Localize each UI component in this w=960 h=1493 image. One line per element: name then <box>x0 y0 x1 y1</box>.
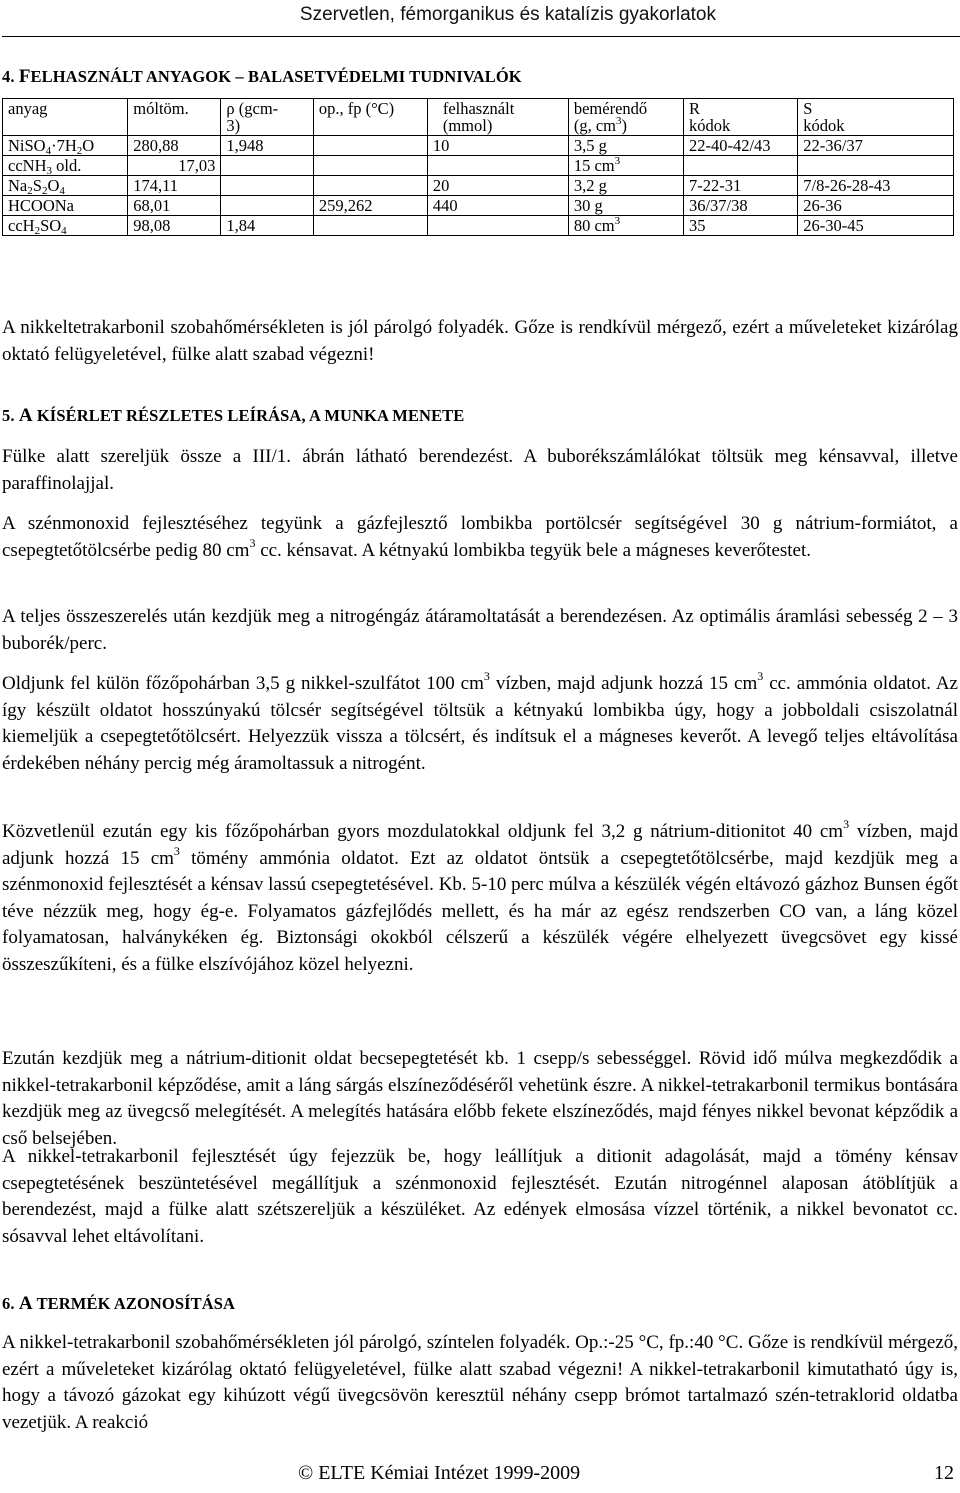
table-cell <box>221 176 313 196</box>
table-cell: 36/37/38 <box>683 196 797 216</box>
substance-cell: $NiSO_4\cdot 7H_2O$ <box>3 136 128 156</box>
table-cell <box>683 156 797 176</box>
header-cell: felhasznált (mmol) <box>427 99 568 136</box>
header-cell: bemérendő (g, $cm^3$) <box>568 99 683 136</box>
table-cell <box>221 196 313 216</box>
paragraph-dithionite: Közvetlenül ezután egy kis főzőpohárban gyors mozdulatokkal oldjunk fel 3,2 g nátrium-ditionitot 40 $cm^3$ vízben, majd adjunk hozzá 15 $cm^3$ tömény ammónia oldatot. Ezt az oldatot öntsük a csepegtetőtölcsérbe, majd kezdjük meg a szénmonoxid fejlesztését a kénsav lassú csepegtetésével. Kb. 5-10 perc múlva a készülék végén eltávozó gázhoz Bunsen égőt téve nézzük meg, hogy ég-e. Folyamatos gázfejlődés mellett, és ha már az egész rendszerben CO van, a láng közel folyamatosan, halványkéken ég. Biztonsági okokból célszerű a készülék végére elhelyezett üvegcsövet egy kissé összeszűkíteni, és a fülke elszívójához közel helyezni. <box>2 817 958 975</box>
paragraph-setup: Fülke alatt szereljük össze a III/1. ábrán látható berendezést. A buborékszámlálókat töltsük meg kénsavval, illetve paraffinolajjal. <box>2 446 958 494</box>
table-cell: 280,88 <box>128 136 221 156</box>
table-cell: 26-30-45 <box>798 216 954 236</box>
header-cell: anyag <box>3 99 128 136</box>
table-cell: 17,03 <box>128 156 221 176</box>
table-cell <box>798 156 954 176</box>
paragraph-co-generation: A szénmonoxid fejlesztéséhez tegyünk a gázfejlesztő lombikba portölcsér segítségével 30 g nátrium-formiátot, a csepegtetőtölcsérbe pedig 80 $cm^3$ cc. kénsavat. A kétnyakú lombikba tegyük bele a mágneses keverőtestet. <box>2 513 958 561</box>
table-cell <box>313 156 427 176</box>
table-cell: 440 <box>427 196 568 216</box>
table-cell: 98,08 <box>128 216 221 236</box>
substance-cell: $Na_2S_2O_4$ <box>3 176 128 196</box>
safety-warning: A nikkeltetrakarbonil szobahőmérsékleten is jól párolgó folyadék. Gőze is rendkívül mérgező, ezért a műveleteket kizárólag oktató felügyeletével, fülke alatt szabad végezni! <box>2 317 958 365</box>
table-cell: 22-36/37 <box>798 136 954 156</box>
table-cell: 1,84 <box>221 216 313 236</box>
chemicals-table <box>2 98 954 236</box>
table-cell: 259,262 <box>313 196 427 216</box>
table-row <box>3 216 954 236</box>
table-cell: 68,01 <box>128 196 221 216</box>
table-row <box>3 176 954 196</box>
header-cell: R kódok <box>683 99 797 136</box>
section-6-heading <box>2 1293 235 1315</box>
header-cell: móltöm. <box>128 99 221 136</box>
section-6-title: TERMÉK AZONOSÍTÁSA <box>32 1294 236 1313</box>
paragraph-carbonyl-formation: Ezután kezdjük meg a nátrium-ditionit oldat becsepegtetését kb. 1 csepp/s sebességgel. Rövid idő múlva megkezdődik a nikkel-tetrakarbonil képződése, amit a láng sárgás elszíneződéséről vehetünk észre. A nikkel-tetrakarbonil termikus bontására kezdjük meg az üvegcső melegítését. A melegítés hatására előbb fekete elszíneződés, majd fényes nikkel bevonat képződik a cső belsejében. <box>2 1048 958 1149</box>
table-cell: 1,948 <box>221 136 313 156</box>
section-6-title-initial: A <box>18 1293 33 1314</box>
section-4-heading <box>2 66 522 88</box>
table-cell: 26-36 <box>798 196 954 216</box>
section-5-title-initial: A <box>18 405 33 426</box>
page-number: 12 <box>934 1462 954 1484</box>
table-cell: 22-40-42/43 <box>683 136 797 156</box>
table-cell: 7/8-26-28-43 <box>798 176 954 196</box>
table-row <box>3 196 954 216</box>
header-cell: ρ (gcm- 3) <box>221 99 313 136</box>
table-cell: 35 <box>683 216 797 236</box>
substance-cell: HCOONa <box>3 196 128 216</box>
substance-cell: ccNH$_3$ old. <box>3 156 128 176</box>
table-cell: 80 $cm^3$ <box>568 216 683 236</box>
table-cell: 7-22-31 <box>683 176 797 196</box>
paragraph-nitrogen: A teljes összeszerelés után kezdjük meg a nitrogéngáz átáramoltatását a berendezésen. Az optimális áramlási sebesség 2 – 3 buborék/perc. <box>2 606 958 654</box>
table-cell: 15 $cm^3$ <box>568 156 683 176</box>
header-rule <box>2 36 960 37</box>
table-cell <box>427 216 568 236</box>
table-cell <box>313 216 427 236</box>
table-cell: 3,5 g <box>568 136 683 156</box>
section-5-heading <box>2 405 464 427</box>
section-4-title-initial: F <box>18 66 31 87</box>
paragraph-nickel-solution: Oldjunk fel külön főzőpohárban 3,5 g nikkel-szulfátot 100 $cm^3$ vízben, majd adjunk hozzá 15 $cm^3$ cc. ammónia oldatot. Az így készült oldatot hosszúnyakú tölcsér segítségével töltsük a kétnyakú lombikba úgy, hogy a jobboldali csiszolatnál kiemeljük a csepegtetőtölcsért. Helyezzük vissza a tölcsért, és indítsuk el a mágneses keverőt. A levegő teljes eltávolítása érdekében néhány percig még áramoltassuk a nitrogént. <box>2 669 958 774</box>
table-row <box>3 136 954 156</box>
table-cell: 20 <box>427 176 568 196</box>
section-4-number: 4. <box>2 67 15 86</box>
header-cell: op., fp (°C) <box>313 99 427 136</box>
paragraph-shutdown: A nikkel-tetrakarbonil fejlesztését úgy fejezzük be, hogy leállítjuk a ditionit adagolását, majd a tömény kénsav csepegtetésének beszüntetésével megállítjuk a szénmonoxid fejlesztését. Ezután nitrogénnel alaposan átöblítjük a berendezést, majd a fülke alatt szétszereljük a készüléket. Az edények elmosása vízzel történik, a nikkel bevonatot cc. sósavval lehet eltávolítani. <box>2 1146 958 1247</box>
section-5-title: KÍSÉRLET RÉSZLETES LEÍRÁSA, A MUNKA MENETE <box>32 406 465 425</box>
table-cell <box>313 176 427 196</box>
table-row <box>3 156 954 176</box>
table-cell <box>221 156 313 176</box>
section-6-number: 6. <box>2 1294 15 1313</box>
running-header: Szervetlen, fémorganikus és katalízis gyakorlatok <box>299 4 716 25</box>
section-4-title: ELHASZNÁLT ANYAGOK – BALASETVÉDELMI TUDNIVALÓK <box>30 67 522 86</box>
copyright-notice: © ELTE Kémiai Intézet 1999-2009 <box>298 1462 581 1484</box>
table-cell: 174,11 <box>128 176 221 196</box>
table-header-row <box>3 99 954 136</box>
section-5-number: 5. <box>2 406 15 425</box>
table-cell <box>427 156 568 176</box>
header-cell: S kódok <box>798 99 954 136</box>
table-cell <box>313 136 427 156</box>
table-cell: 30 g <box>568 196 683 216</box>
paragraph-product-identification: A nikkel-tetrakarbonil szobahőmérsékleten jól párolgó, színtelen folyadék. Op.:-25 °C, fp.:40 °C. Gőze is rendkívül mérgező, ezért a műveleteket kizárólag oktató felügyeletével, fülke alatt szabad végezni! A nikkel-tetrakarbonil kimutatható úgy is, hogy a távozó gázokat egy kihúzott végű üvegcsövön keresztül néhány csepp brómot tartalmazó szén-tetraklorid oldatba vezetjük. A reakció <box>2 1332 958 1433</box>
substance-cell: $ccH_2SO_4$ <box>3 216 128 236</box>
table-cell: 3,2 g <box>568 176 683 196</box>
table-cell: 10 <box>427 136 568 156</box>
